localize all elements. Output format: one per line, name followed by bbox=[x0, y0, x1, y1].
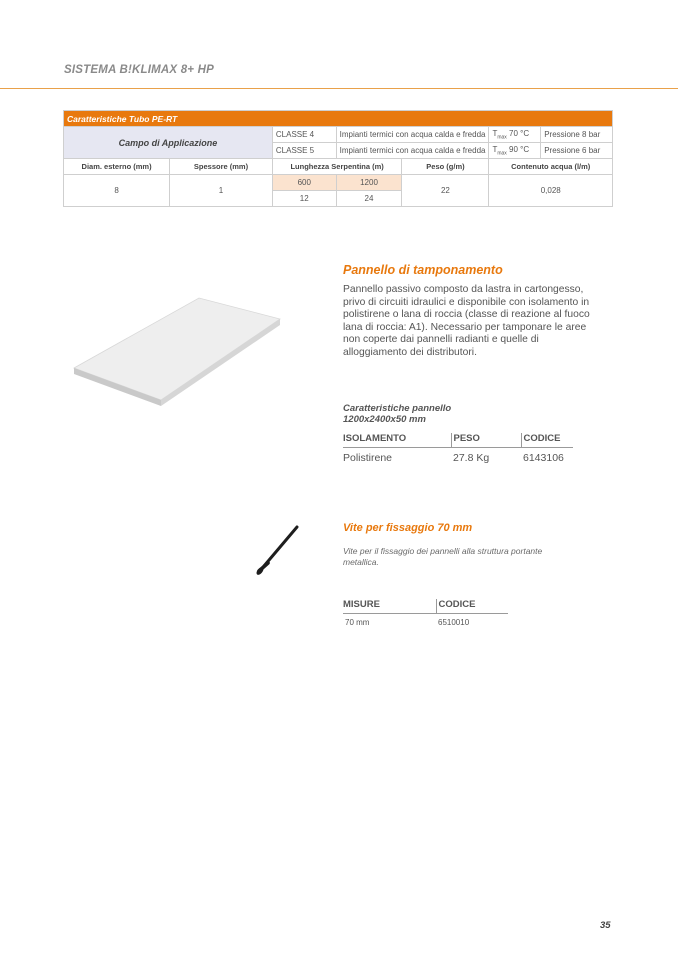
table-row bbox=[343, 448, 573, 465]
panel-specs-table bbox=[343, 433, 573, 464]
lunghezza-value: 24 bbox=[336, 191, 402, 207]
temperature-cell bbox=[489, 127, 541, 143]
temp-symbol: T bbox=[492, 144, 498, 154]
pressione-cell: Pressione 6 bar bbox=[541, 143, 613, 159]
table-row bbox=[343, 614, 508, 628]
panel-board-image bbox=[72, 296, 282, 416]
temp-value: 70 °C bbox=[509, 128, 530, 138]
isolamento-header: ISOLAMENTO bbox=[343, 433, 451, 448]
temp-symbol: T bbox=[492, 128, 498, 138]
header-divider bbox=[0, 88, 678, 89]
pressione-cell: Pressione 8 bar bbox=[541, 127, 613, 143]
spec-table-title: Caratteristiche Tubo PE-RT bbox=[64, 111, 613, 127]
peso-value: 27.8 Kg bbox=[453, 452, 490, 464]
peso-header: PESO bbox=[451, 433, 521, 448]
page-number: 35 bbox=[600, 920, 611, 931]
classe-cell: CLASSE 5 bbox=[272, 143, 336, 159]
lunghezza-header: Lunghezza Serpentina (m) bbox=[272, 159, 402, 175]
lunghezza-value: 1200 bbox=[336, 175, 402, 191]
codice-header: CODICE bbox=[436, 599, 508, 614]
misure-header: MISURE bbox=[343, 599, 436, 614]
spec-row-classe4 bbox=[64, 127, 613, 143]
screw-description: Vite per il fissaggio dei pannelli alla struttura portante metallica. bbox=[343, 546, 543, 567]
diam-value: 8 bbox=[64, 175, 170, 207]
campo-applicazione-label: Campo di Applicazione bbox=[64, 127, 273, 159]
lunghezza-value: 600 bbox=[272, 175, 336, 191]
codice-value: 6510010 bbox=[438, 618, 470, 627]
diam-header: Diam. esterno (mm) bbox=[64, 159, 170, 175]
screw-table-header bbox=[343, 599, 508, 614]
spec-column-headers bbox=[64, 159, 613, 175]
codice-value: 6143106 bbox=[523, 452, 564, 464]
temp-subscript: max bbox=[497, 150, 507, 157]
peso-header: Peso (g/m) bbox=[402, 159, 489, 175]
codice-header: CODICE bbox=[521, 433, 573, 448]
classe-cell: CLASSE 4 bbox=[272, 127, 336, 143]
isolamento-value: Polistirene bbox=[343, 452, 393, 464]
misure-value: 70 mm bbox=[345, 618, 370, 627]
peso-value: 22 bbox=[402, 175, 489, 207]
spec-table-title-row bbox=[64, 111, 613, 127]
panel-description: Pannello passivo composto da lastra in cartongesso, privo di circuiti idraulici e disponibile con isolamento in polistirene o lana di roccia (classe di reazione al fuoco lana di roccia: A1). Necessario per tamponare le aree non coperte dai pannelli radianti e quelle di alloggiamento dei distributori. bbox=[343, 284, 590, 358]
lunghezza-value: 12 bbox=[272, 191, 336, 207]
header-title: SISTEMA B!KLIMAX 8+ HP bbox=[64, 64, 214, 76]
impianti-cell: Impianti termici con acqua calda e fredda bbox=[336, 127, 489, 143]
impianti-cell: Impianti termici con acqua calda e fredda bbox=[336, 143, 489, 159]
panel-table-header bbox=[343, 433, 573, 448]
spessore-header: Spessore (mm) bbox=[170, 159, 273, 175]
panel-specs-title-line1: Caratteristiche pannello bbox=[343, 403, 452, 414]
screw-image bbox=[254, 524, 300, 576]
temperature-cell bbox=[489, 143, 541, 159]
contenuto-value: 0,028 bbox=[489, 175, 613, 207]
contenuto-header: Contenuto acqua (l/m) bbox=[489, 159, 613, 175]
spec-values-row bbox=[64, 175, 613, 191]
spessore-value: 1 bbox=[170, 175, 273, 207]
temp-subscript: max bbox=[497, 134, 507, 141]
temp-value: 90 °C bbox=[509, 144, 530, 154]
panel-specs-title bbox=[343, 403, 451, 425]
screw-specs-table bbox=[343, 599, 508, 627]
screw-title: Vite per fissaggio 70 mm bbox=[343, 522, 473, 534]
panel-specs-title-line2: 1200x2400x50 mm bbox=[343, 414, 426, 425]
pipe-spec-table bbox=[63, 110, 613, 207]
panel-title: Pannello di tamponamento bbox=[343, 263, 503, 277]
